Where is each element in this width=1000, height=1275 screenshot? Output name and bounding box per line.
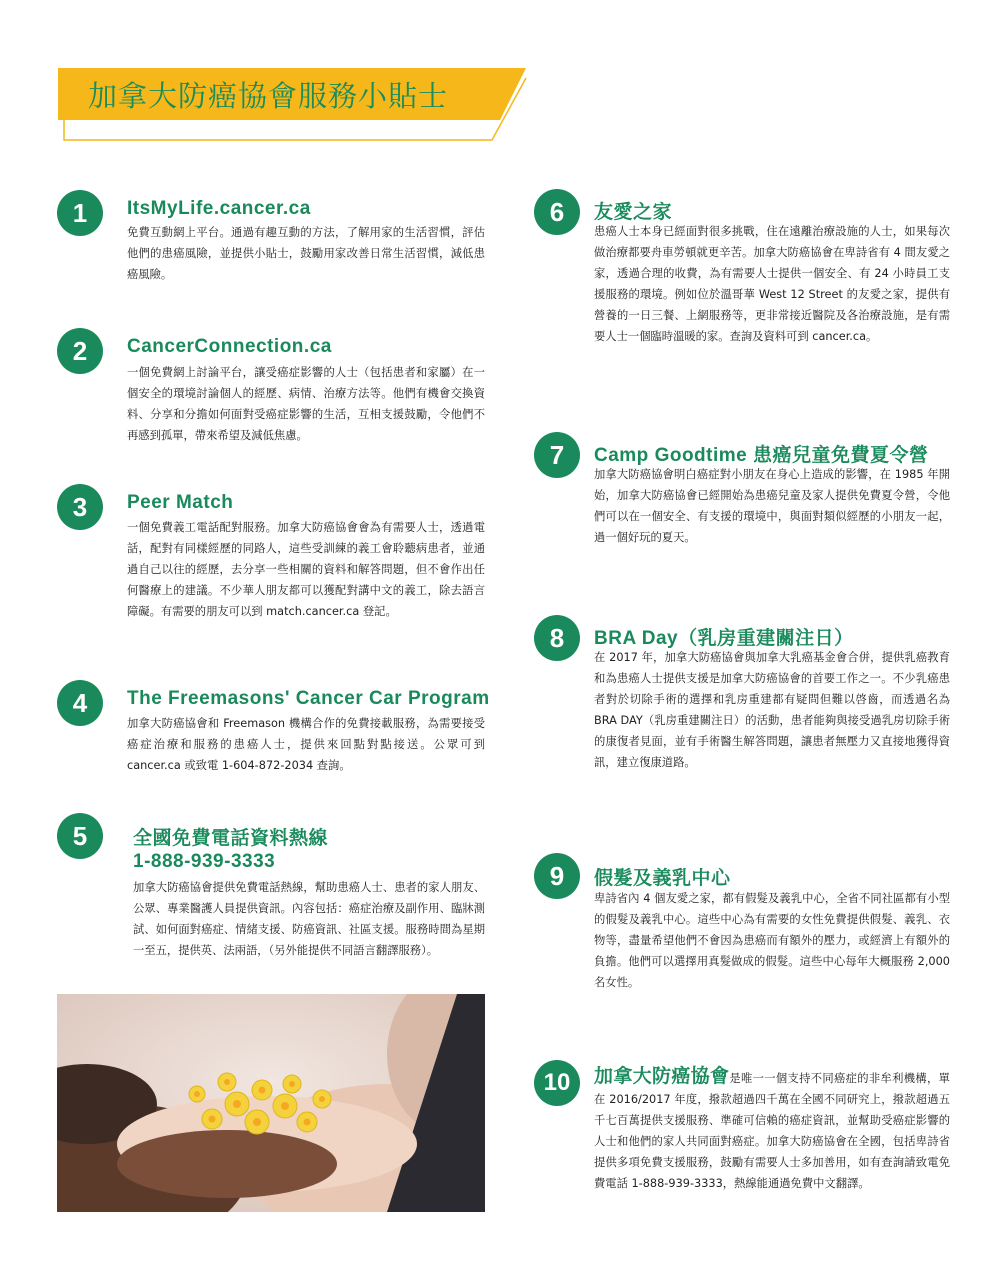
tip-number-badge: 8 [534,615,580,661]
hands-daffodils-photo [57,994,485,1212]
tip-number-badge: 5 [57,813,103,859]
tip-body: 加拿大防癌協會和 Freemason 機構合作的免費接載服務，為需要接受癌症治療和服務的患癌人士，提供來回點對點接送。公眾可到 cancer.ca 或致電 1-604-872-2034 查詢。 [127,717,485,772]
tip-title: CancerConnection.ca [127,336,332,357]
tip-body: 在 2017 年，加拿大防癌協會與加拿大乳癌基金會合併，提供乳癌教育和為患癌人士提供支援是加拿大防癌協會的首要工作之一。不少乳癌患者對於切除手術的選擇和乳房重建都有疑問但難以啓齒，而透過名為 BRA DAY（乳房重建關注日）的活動，患者能夠與接受過乳房切除手術的康復者見面，並有手術醫生解答問題，讓患者無壓力又直接地獲得資訊，建立復康道路。 [594,651,950,769]
tip-title: 友愛之家 [594,202,673,223]
tip-body: 卑詩省內 4 個友愛之家，都有假髮及義乳中心，全省不同社區都有小型的假髮及義乳中心。這些中心為有需要的女性免費提供假髮、義乳、衣物等，盡量希望他們不會因為患癌而有額外的壓力，或經濟上有額外的負擔。他們可以選擇用真髮做成的假髮。這些中心每年大概服務 2,000 名女性。 [594,892,950,989]
tip-number-badge: 9 [534,853,580,899]
tip-title: 加拿大防癌協會 [594,1066,730,1087]
tip-hotline-number: 1-888-939-3333 [133,851,276,872]
tip-title: BRA Day（乳房重建關注日） [594,628,854,649]
tip-body-with-lead [594,1066,950,1194]
tip-body: 患癌人士本身已經面對很多挑戰，住在遠離治療設施的人士，如果每次做治療都要舟車勞頓就更辛苦。加拿大防癌協會在卑詩省有 4 間友愛之家，透過合理的收費，為有需要人士提供一個安全、有 24 小時員工支援服務的環境。例如位於溫哥華 West 12 Street 的友愛之家，提供有營養的一日三餐、上網服務等，更非常接近醫院及各治療設施，是有需要人士一個臨時溫暖的家。查詢及資料可到 cancer.ca。 [594,225,950,343]
tip-number-badge: 7 [534,432,580,478]
page-title: 加拿大防癌協會服務小貼士 [88,79,449,113]
tip-body: 一個免費義工電話配對服務。加拿大防癌協會會為有需要人士，透過電話，配對有同樣經歷的同路人，這些受訓練的義工會聆聽病患者，並通過自己以往的經歷，去分享一些相關的資料和解答問題，但不會作出任何醫療上的建議。不少華人朋友都可以獲配對講中文的義工，除去語言障礙。有需要的朋友可以到 match.cancer.ca 登記。 [127,521,485,618]
tip-title: 假髮及義乳中心 [594,868,731,889]
photo-illustration [57,994,485,1212]
tip-title: Peer Match [127,492,234,513]
tip-title: 全國免費電話資料熱線 [133,828,329,849]
tip-body: 加拿大防癌協會提供免費電話熱線，幫助患癌人士、患者的家人朋友、公眾、專業醫護人員提供資訊。內容包括：癌症治療及副作用、臨牀測試、如何面對癌症、情緒支援、防癌資訊、社區支援。服務時間為星期一至五，提供英、法兩語，（另外能提供不同語言翻譯服務）。 [133,881,485,957]
tip-number-badge: 1 [57,190,103,236]
tip-title: Camp Goodtime 患癌兒童免費夏令營 [594,445,929,466]
tip-number-badge: 3 [57,484,103,530]
tip-body: 一個免費網上討論平台，讓受癌症影響的人士（包括患者和家屬）在一個安全的環境討論個人的經歷、病情、治療方法等。他們有機會交換資料、分享和分擔如何面對受癌症影響的生活，互相支援鼓勵，令他們不再感到孤單，帶來希望及減低焦慮。 [127,366,485,442]
tip-body: 是唯一一個支持不同癌症的非牟利機構，單在 2016/2017 年度，撥款超過四千萬在全國不同研究上，撥款超過五千七百萬提供支援服務、準確可信賴的癌症資訊，並幫助受癌症影響的人士和他們的家人共同面對癌症。加拿大防癌協會在全國，包括卑詩省提供多項免費支援服務，鼓勵有需要人士多加善用，如有查詢請致電免費電話 1-888-939-3333，熱線能通過免費中文翻譯。 [594,1072,950,1190]
tip-title: ItsMyLife.cancer.ca [127,198,311,219]
title-banner [58,68,528,142]
tip-number-badge: 10 [534,1060,580,1106]
tip-body: 免費互動網上平台。通過有趣互動的方法，了解用家的生活習慣，評估他們的患癌風險，並提供小貼士，鼓勵用家改善日常生活習慣，減低患癌風險。 [127,226,485,281]
tip-body: 加拿大防癌協會明白癌症對小朋友在身心上造成的影響，在 1985 年開始，加拿大防癌協會已經開始為患癌兒童及家人提供免費夏令營，令他們可以在一個安全、有支援的環境中，與面對類似經歷的小朋友一起，過一個好玩的夏天。 [594,468,950,544]
tip-number-badge: 2 [57,328,103,374]
tip-number-badge: 6 [534,189,580,235]
tip-title: The Freemasons' Cancer Car Program [127,688,490,709]
tip-number-badge: 4 [57,680,103,726]
